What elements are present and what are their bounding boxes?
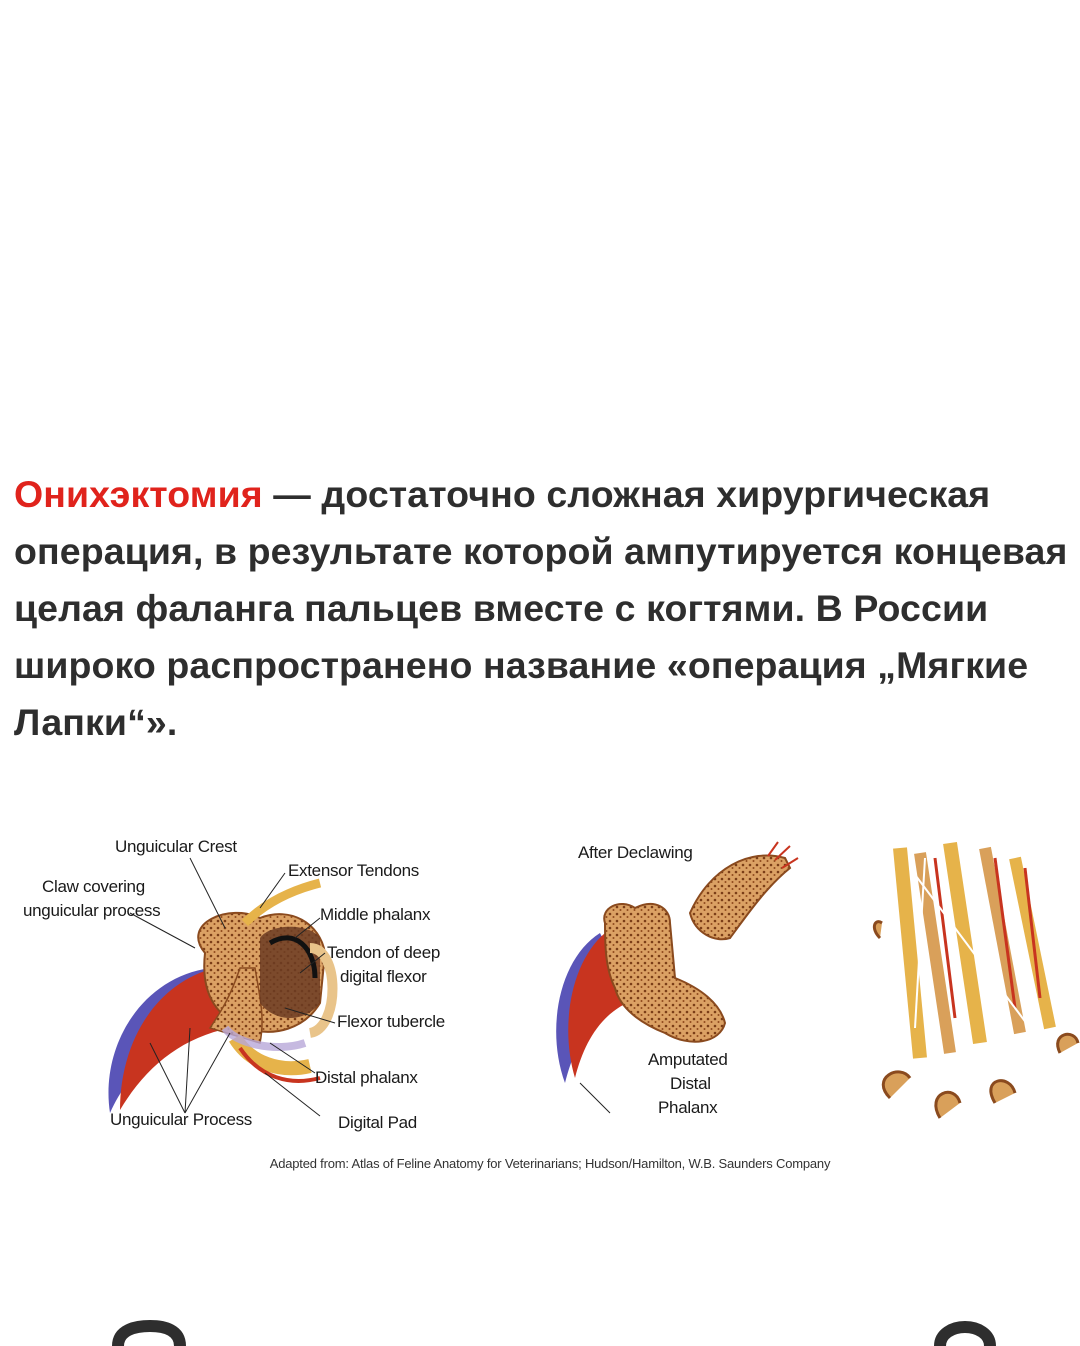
cutoff-glyphs (0, 1300, 1080, 1346)
article-body: — достаточно сложная хирургическая операция, в результате которой ампутируется концевая целая фаланга пальцев вместе с когтями. В России широко распространено название «операция „Мягкие Лапки“». (14, 473, 1068, 743)
paw-tendons-drawing (874, 843, 1078, 1118)
label-after-declawing: After Declawing (578, 843, 693, 862)
label-unguicular-crest: Unguicular Crest (115, 837, 237, 856)
label-unguicular-process: Unguicular Process (110, 1110, 252, 1129)
anatomy-illustration (20, 828, 1080, 1158)
label-claw-covering-2: unguicular process (23, 901, 161, 920)
label-claw-covering-1: Claw covering (42, 877, 145, 896)
label-digital-pad: Digital Pad (338, 1113, 417, 1132)
label-extensor-tendons: Extensor Tendons (288, 861, 419, 880)
article-paragraph (14, 466, 1078, 751)
cutoff-glyph-left (118, 1326, 180, 1346)
declawed-drawing (556, 842, 798, 1083)
label-distal-phalanx: Distal phalanx (315, 1068, 418, 1087)
cutoff-glyph-right (940, 1327, 990, 1346)
leader-after-declawing (580, 1083, 610, 1113)
label-amputated-2: Distal (670, 1074, 711, 1093)
label-middle-phalanx: Middle phalanx (320, 905, 431, 924)
label-amputated-1: Amputated (648, 1050, 728, 1069)
article-term: Онихэктомия (14, 473, 263, 515)
label-flexor-tubercle: Flexor tubercle (337, 1012, 445, 1031)
claw-anatomy-figure (20, 828, 1080, 1158)
label-amputated-3: Phalanx (658, 1098, 718, 1117)
label-tendon-deep-1: Tendon of deep (327, 943, 441, 962)
label-tendon-deep-2: digital flexor (340, 967, 427, 986)
figure-caption: Adapted from: Atlas of Feline Anatomy for Veterinarians; Hudson/Hamilton, W.B. Saunders Company (269, 1156, 831, 1171)
